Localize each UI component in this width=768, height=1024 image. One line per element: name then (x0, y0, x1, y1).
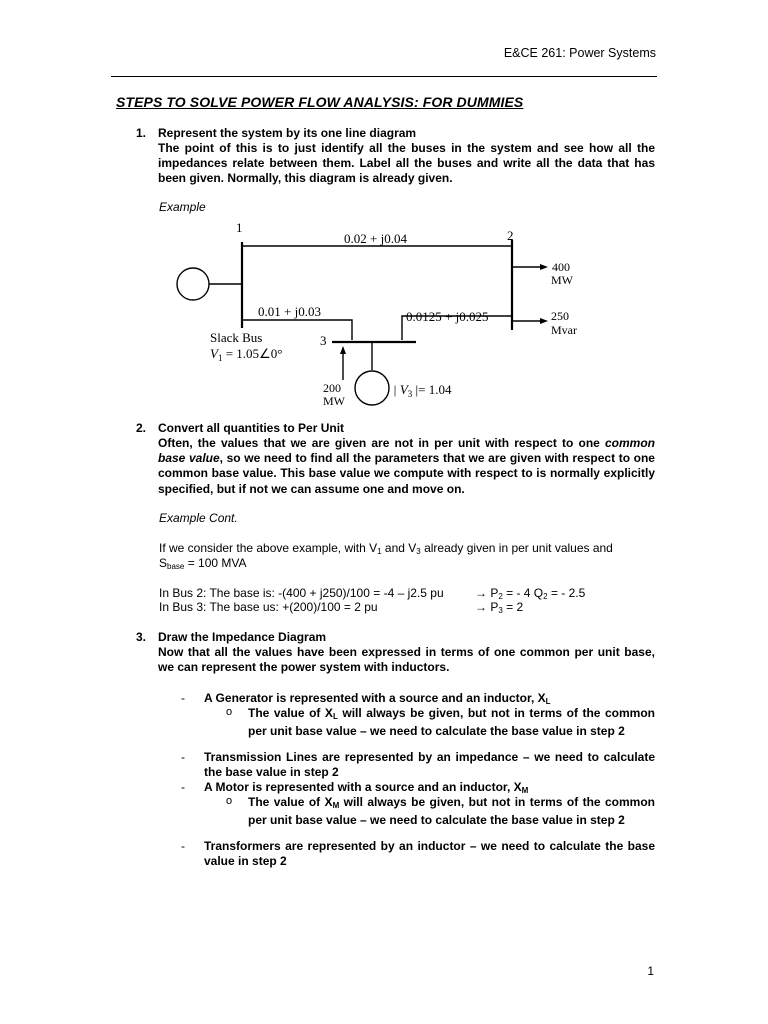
load-q-value: 250 (551, 309, 569, 323)
list-subitem-generator-value: The value of $X_L$ will always be given, but not in terms of the common per unit base value – we need to calculate the base value in step 2 (248, 706, 655, 739)
list-item-transformers: Transformers are represented by an inductor – we need to calculate the base value in step 2 (204, 839, 655, 869)
step-1-body: The point of this is to just identify all the buses in the system and see how all the impedances relate between them. Label all the buses and write all the data that has been given. Normally, this diagram is already given. (158, 141, 655, 186)
list-item-transmission-lines: Transmission Lines are represented by an impedance – we need to calculate the base value in step 2 (204, 750, 655, 780)
one-line-diagram (150, 218, 600, 418)
common-base-value-emphasis: common base value (158, 436, 655, 466)
bus-3-label: 3 (320, 333, 327, 348)
load-p-unit: MW (551, 273, 573, 287)
generator-3-symbol (355, 371, 389, 405)
z13-label: 0.01 + j0.03 (258, 304, 321, 319)
example-label: Example (159, 200, 206, 214)
step-2-number: 2. (136, 421, 147, 435)
list-subitem-motor-value: The value of $X_M$ will always be given, but not in terms of the common per unit base value – we need to calculate the base value in step 2 (248, 795, 656, 828)
list-dash: - (181, 750, 185, 764)
generator-1-symbol (177, 268, 209, 300)
gen3-p-value: 200 (323, 381, 341, 395)
consider-text: If we consider the above example, with $V_1$ and $V_3$ already given in per unit values and (159, 541, 613, 556)
step-3-body: Now that all the values have been expressed in terms of one common per unit base, we can represent the power system with inductors. (158, 645, 655, 675)
step-3-heading: Draw the Impedance Diagram (158, 630, 327, 644)
v3-label: | $V_3$ |= 1.04 (393, 382, 452, 399)
load-p-value: 400 (552, 260, 570, 274)
list-bullet: o (226, 706, 233, 718)
bus-2-label: 2 (507, 228, 514, 243)
step-1-number: 1. (136, 126, 147, 140)
page-number: 1 (647, 964, 654, 978)
v1-label: $V_1$ = 1.05∠0° (210, 346, 283, 363)
load-q-unit: Mvar (551, 323, 577, 337)
document-title: STEPS TO SOLVE POWER FLOW ANALYSIS: FOR DUMMIES (116, 94, 524, 110)
bus-1-label: 1 (236, 220, 243, 235)
step-1-heading: Represent the system by its one line diagram (158, 126, 417, 140)
bus2-calculation: In Bus 2: The base is: -(400 + j250)/100 = -4 – j2.5 pu (159, 586, 444, 600)
list-dash: - (181, 780, 185, 794)
bus3-calculation: In Bus 3: The base us: +(200)/100 = 2 pu (159, 600, 378, 614)
z23-label: 0.0125 + j0.025 (406, 309, 489, 324)
z12-label: 0.02 + j0.04 (344, 231, 407, 246)
list-bullet: o (226, 795, 233, 807)
step-2-heading: Convert all quantities to Per Unit (158, 421, 345, 435)
header-rule (111, 76, 657, 77)
gen3-p-unit: MW (323, 394, 345, 408)
step-2-body: Often, the values that we are given are not in per unit with respect to one common base value, so we need to find all the parameters that we are given with respect to one common base value. This base value we compute with respect to is normally explicitly specified, but if not we can assume one and move on. (158, 436, 655, 496)
list-dash: - (181, 839, 185, 853)
list-item-motor: A Motor is represented with a source and an inductor, $X_M$ (204, 780, 529, 795)
list-dash: - (181, 691, 185, 705)
bus2-result: → $P_2$ = - 4 $Q_2$ = - 2.5 (475, 586, 586, 601)
sbase-text: $S_{base} = 100$ MVA (159, 556, 247, 571)
slack-bus-label: Slack Bus (210, 330, 263, 345)
example-cont-label: Example Cont. (159, 511, 238, 525)
step-3-number: 3. (136, 630, 147, 644)
running-header: E&CE 261: Power Systems (503, 46, 656, 60)
bus3-result: → $P_3 = 2$ (475, 600, 524, 615)
list-item-generator: A Generator is represented with a source and an inductor, $X_L$ (204, 691, 551, 706)
